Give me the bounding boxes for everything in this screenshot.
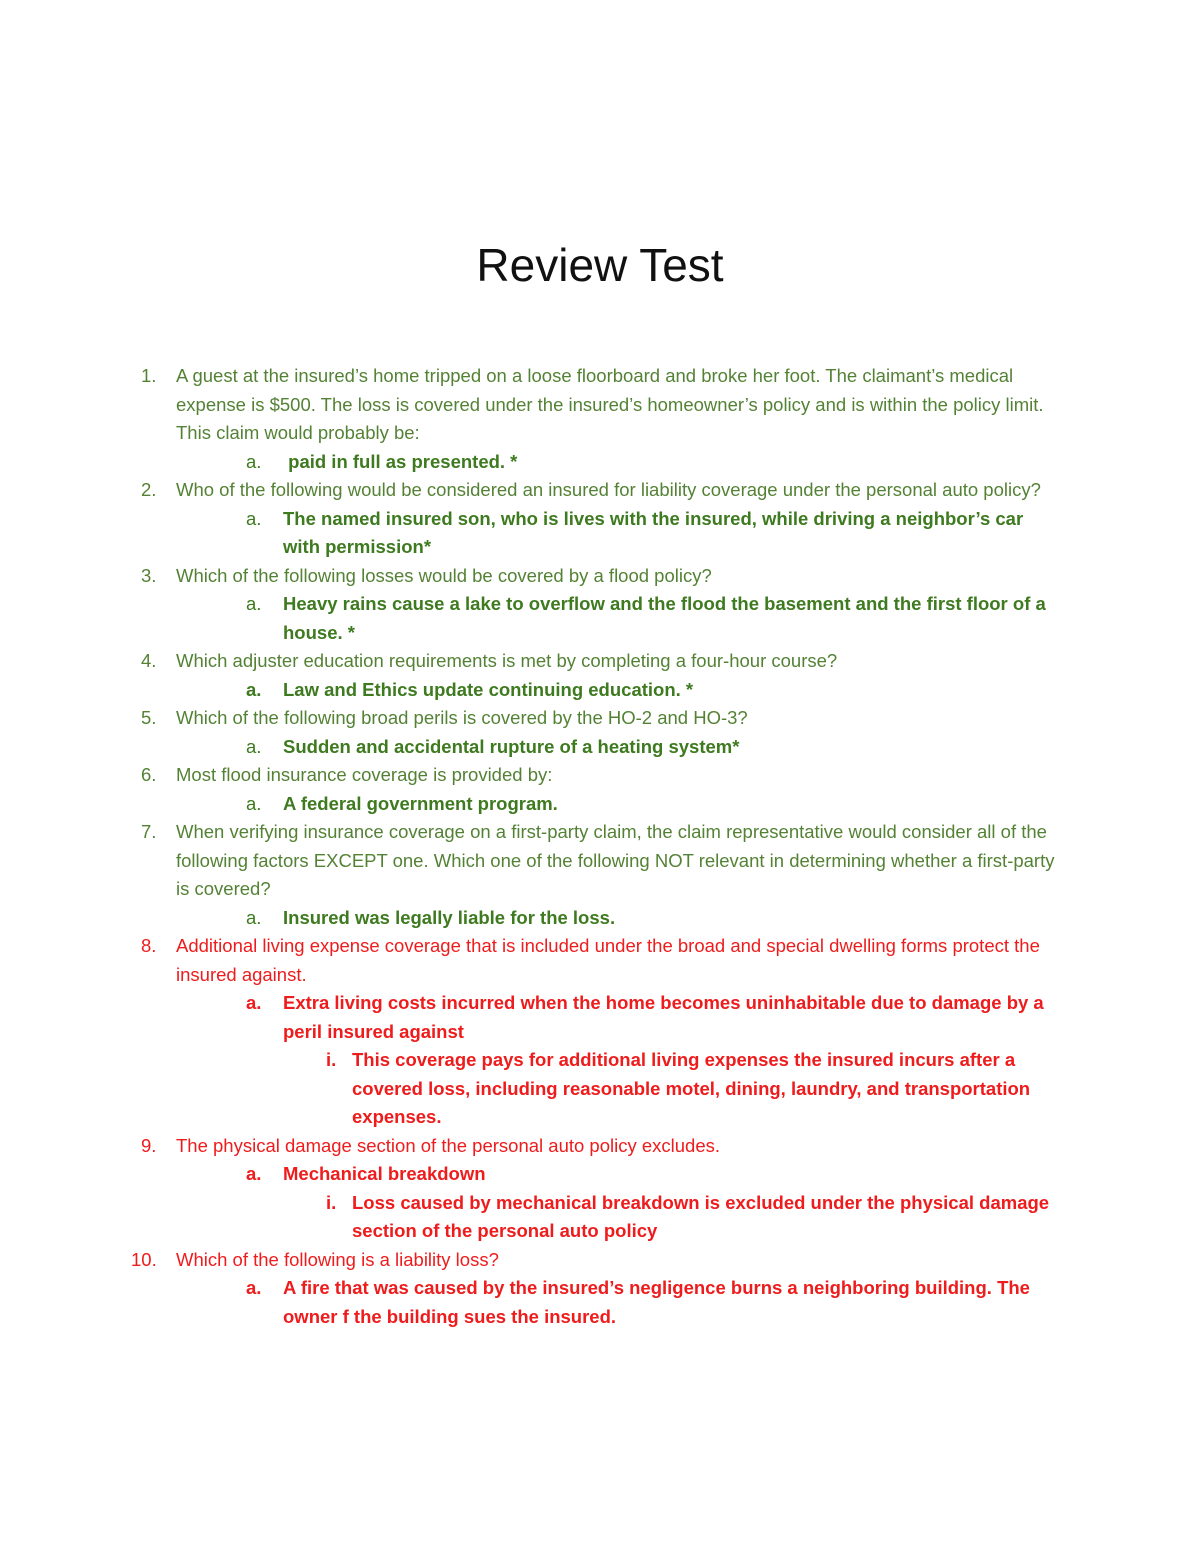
- answer-letter: a.: [246, 1163, 262, 1184]
- answer-text: Heavy rains cause a lake to overflow and the flood the basement and the first floor of a house. *: [283, 593, 1046, 643]
- answer-letter: a.: [246, 792, 262, 814]
- question-item: [0, 704, 1056, 733]
- answer-item: [0, 505, 1058, 562]
- explanation-letter: i.: [326, 1191, 337, 1213]
- answer-explanation: [0, 1046, 1052, 1132]
- question-text: Who of the following would be considered an insured for liability coverage under the personal auto policy?: [176, 479, 1041, 500]
- answer-item: [0, 1160, 1058, 1189]
- question-number: 6.: [141, 764, 157, 785]
- answer-item: [0, 448, 1058, 477]
- question-number: 5.: [141, 707, 157, 728]
- answer-letter: a.: [246, 678, 262, 700]
- question-item: [0, 1246, 1056, 1275]
- question-text: The physical damage section of the personal auto policy excludes.: [176, 1134, 721, 1156]
- answer-text: Insured was legally liable for the loss.: [283, 906, 616, 928]
- answer-text: Mechanical breakdown: [283, 1163, 486, 1184]
- question-text: Which adjuster education requirements is met by completing a four-hour course?: [176, 650, 838, 671]
- answer-text: A federal government program.: [283, 792, 558, 814]
- answer-letter: a.: [246, 450, 262, 472]
- explanation-text: This coverage pays for additional living expenses the insured incurs after a covered loss, including reasonable motel, dining, laundry, and transportation expenses.: [352, 1049, 1031, 1127]
- answer-text: Law and Ethics update continuing education. *: [283, 678, 694, 700]
- explanation-letter: i.: [326, 1049, 337, 1070]
- answer-letter: a.: [246, 992, 262, 1013]
- question-number: 9.: [141, 1134, 157, 1156]
- question-item: [0, 932, 1056, 989]
- question-number: 8.: [141, 935, 157, 956]
- question-item: [0, 476, 1056, 505]
- answer-text: paid in full as presented. *: [283, 450, 518, 472]
- answer-explanation: [0, 1189, 1052, 1246]
- answer-item: [0, 676, 1058, 705]
- question-number: 10.: [131, 1248, 157, 1270]
- question-text: Which of the following broad perils is covered by the HO-2 and HO-3?: [176, 707, 748, 728]
- question-item: [0, 562, 1056, 591]
- question-number: 1.: [141, 365, 157, 386]
- answer-letter: a.: [246, 1277, 262, 1298]
- answer-text: A fire that was caused by the insured’s negligence burns a neighboring building. The owner f the building sues the insured.: [283, 1277, 1030, 1327]
- answer-item: [0, 1274, 1058, 1331]
- page-title: Review Test: [476, 239, 724, 291]
- answer-text: Extra living costs incurred when the home becomes uninhabitable due to damage by a peril insured against: [283, 992, 1044, 1042]
- answer-item: [0, 904, 1058, 933]
- answer-item: [0, 790, 1058, 819]
- answer-item: [0, 590, 1058, 647]
- question-text: A guest at the insured’s home tripped on a loose floorboard and broke her foot. The claimant’s medical expense is $500. The loss is covered under the insured’s homeowner’s policy and is within the policy limit. This claim would probably be:: [176, 365, 1044, 443]
- question-text: Most flood insurance coverage is provided by:: [176, 764, 553, 785]
- answer-text: The named insured son, who is lives with the insured, while driving a neighbor’s car with permission*: [283, 507, 1024, 557]
- question-number: 2.: [141, 479, 157, 500]
- question-text: When verifying insurance coverage on a first-party claim, the claim representative would consider all of the following factors EXCEPT one. Which one of the following NOT relevant in determining whether a first-party is covered?: [176, 821, 1055, 899]
- question-item: [0, 818, 1056, 904]
- answer-letter: a.: [246, 906, 262, 928]
- question-number: 3.: [141, 564, 157, 586]
- question-text: Which of the following losses would be covered by a flood policy?: [176, 564, 712, 586]
- question-item: [0, 647, 1056, 676]
- answer-letter: a.: [246, 507, 262, 529]
- question-text: Which of the following is a liability loss?: [176, 1248, 499, 1270]
- answer-letter: a.: [246, 593, 262, 614]
- question-text: Additional living expense coverage that is included under the broad and special dwelling forms protect the insured against.: [176, 935, 1040, 985]
- answer-item: [0, 733, 1058, 762]
- question-number: 4.: [141, 650, 157, 671]
- answer-letter: a.: [246, 735, 262, 757]
- question-list: [0, 362, 1200, 1331]
- answer-text: Sudden and accidental rupture of a heating system*: [283, 735, 740, 757]
- question-item: [0, 1132, 1056, 1161]
- explanation-text: Loss caused by mechanical breakdown is excluded under the physical damage section of the personal auto policy: [352, 1191, 1050, 1241]
- question-number: 7.: [141, 821, 157, 842]
- question-item: [0, 761, 1056, 790]
- answer-item: [0, 989, 1058, 1046]
- question-item: [0, 362, 1056, 448]
